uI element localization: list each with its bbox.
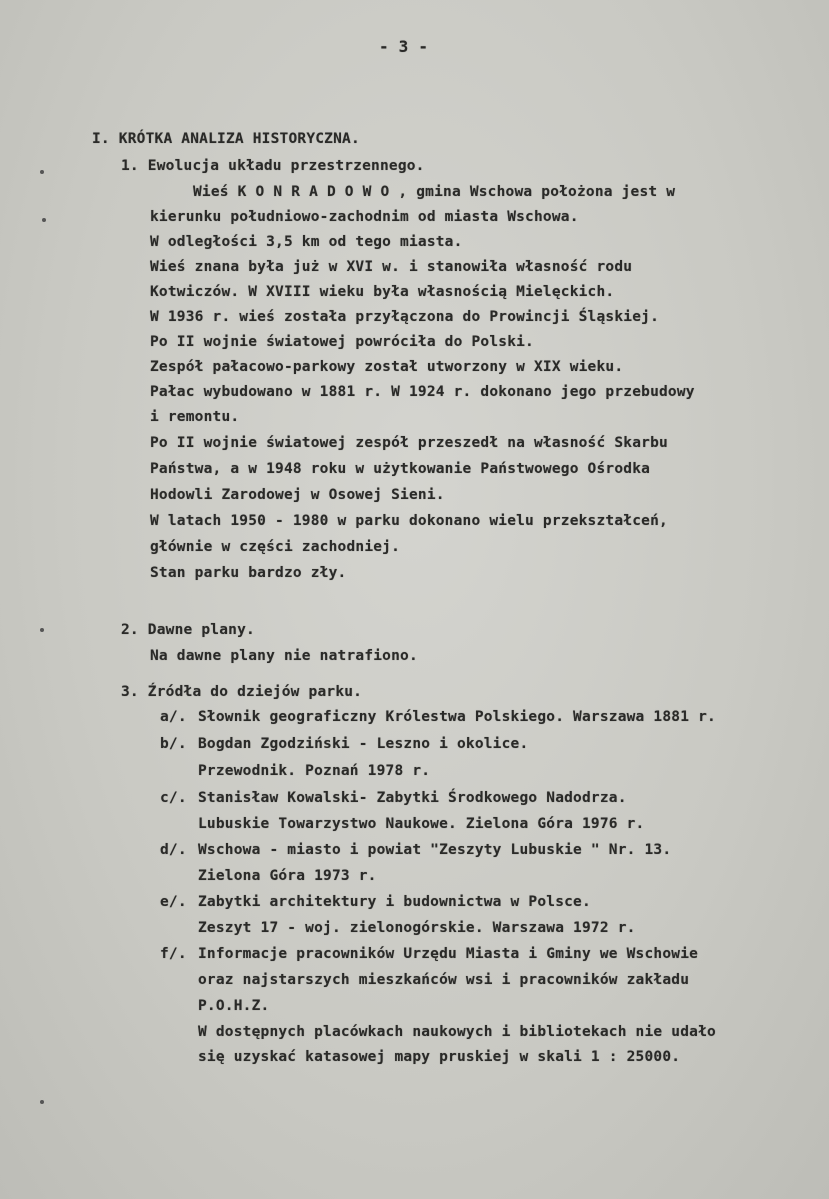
text-line: Stan parku bardzo zły. xyxy=(150,565,347,581)
text-line: W odległości 3,5 km od tego miasta. xyxy=(150,234,463,250)
text-line: Zespół pałacowo-parkowy został utworzony w XIX wieku. xyxy=(150,359,624,375)
text-line: W 1936 r. wieś została przyłączona do Prowincji Śląskiej. xyxy=(150,309,659,325)
list-marker: a/. xyxy=(160,709,187,725)
list-marker: e/. xyxy=(160,894,187,910)
text-line: W latach 1950 - 1980 w parku dokonano wielu przekształceń, xyxy=(150,513,668,529)
source-line: Słownik geograficzny Królestwa Polskiego. Warszawa 1881 r. xyxy=(198,709,716,725)
text-line: Hodowli Zarodowej w Osowej Sieni. xyxy=(150,487,445,503)
source-line: Przewodnik. Poznań 1978 r. xyxy=(198,763,431,779)
text-line: i remontu. xyxy=(150,409,240,425)
source-line: oraz najstarszych mieszkańców wsi i pracowników zakładu xyxy=(198,972,690,988)
text-line: Kotwiczów. W XVIII wieku była własnością Mielęckich. xyxy=(150,284,615,300)
source-line: Bogdan Zgodziński - Leszno i okolice. xyxy=(198,736,529,752)
list-marker: b/. xyxy=(160,736,187,752)
list-marker: f/. xyxy=(160,946,187,962)
subsection-title: 1. Ewolucja układu przestrzennego. xyxy=(121,158,425,174)
text-line: Pałac wybudowano w 1881 r. W 1924 r. dokonano jego przebudowy xyxy=(150,384,695,400)
text-line: Po II wojnie światowej powróciła do Polski. xyxy=(150,334,534,350)
subsection-title: 3. Źródła do dziejów parku. xyxy=(121,684,363,700)
source-line: Zeszyt 17 - woj. zielonogórskie. Warszawa 1972 r. xyxy=(198,920,636,936)
source-line: się uzyskać katasowej mapy pruskiej w skali 1 : 25000. xyxy=(198,1049,681,1065)
binder-hole-mark xyxy=(40,170,44,174)
text-line: Na dawne plany nie natrafiono. xyxy=(150,648,418,664)
source-line: Stanisław Kowalski- Zabytki Środkowego Nadodrza. xyxy=(198,790,627,806)
source-line: P.O.H.Z. xyxy=(198,998,270,1014)
list-marker: d/. xyxy=(160,842,187,858)
text-line: Po II wojnie światowej zespół przeszedł na własność Skarbu xyxy=(150,435,668,451)
text-line: głównie w części zachodniej. xyxy=(150,539,401,555)
binder-hole-mark xyxy=(40,1100,44,1104)
list-marker: c/. xyxy=(160,790,187,806)
text-line: kierunku południowo-zachodnim od miasta Wschowa. xyxy=(150,209,579,225)
source-line: Zabytki architektury i budownictwa w Polsce. xyxy=(198,894,591,910)
text-line: Wieś K O N R A D O W O , gmina Wschowa położona jest w xyxy=(193,184,676,200)
source-line: W dostępnych placówkach naukowych i bibliotekach nie udało xyxy=(198,1024,716,1040)
text-line: Państwa, a w 1948 roku w użytkowanie Państwowego Ośrodka xyxy=(150,461,651,477)
source-line: Zielona Góra 1973 r. xyxy=(198,868,377,884)
page-number: - 3 - xyxy=(379,37,429,56)
source-line: Informacje pracowników Urzędu Miasta i Gminy we Wschowie xyxy=(198,946,699,962)
text-line: Wieś znana była już w XVI w. i stanowiła własność rodu xyxy=(150,259,633,275)
source-line: Lubuskie Towarzystwo Naukowe. Zielona Góra 1976 r. xyxy=(198,816,645,832)
subsection-title: 2. Dawne plany. xyxy=(121,622,255,638)
binder-hole-mark xyxy=(40,628,44,632)
section-heading: I. KRÓTKA ANALIZA HISTORYCZNA. xyxy=(92,131,360,147)
binder-hole-mark xyxy=(42,218,46,222)
source-line: Wschowa - miasto i powiat "Zeszyty Lubuskie " Nr. 13. xyxy=(198,842,672,858)
